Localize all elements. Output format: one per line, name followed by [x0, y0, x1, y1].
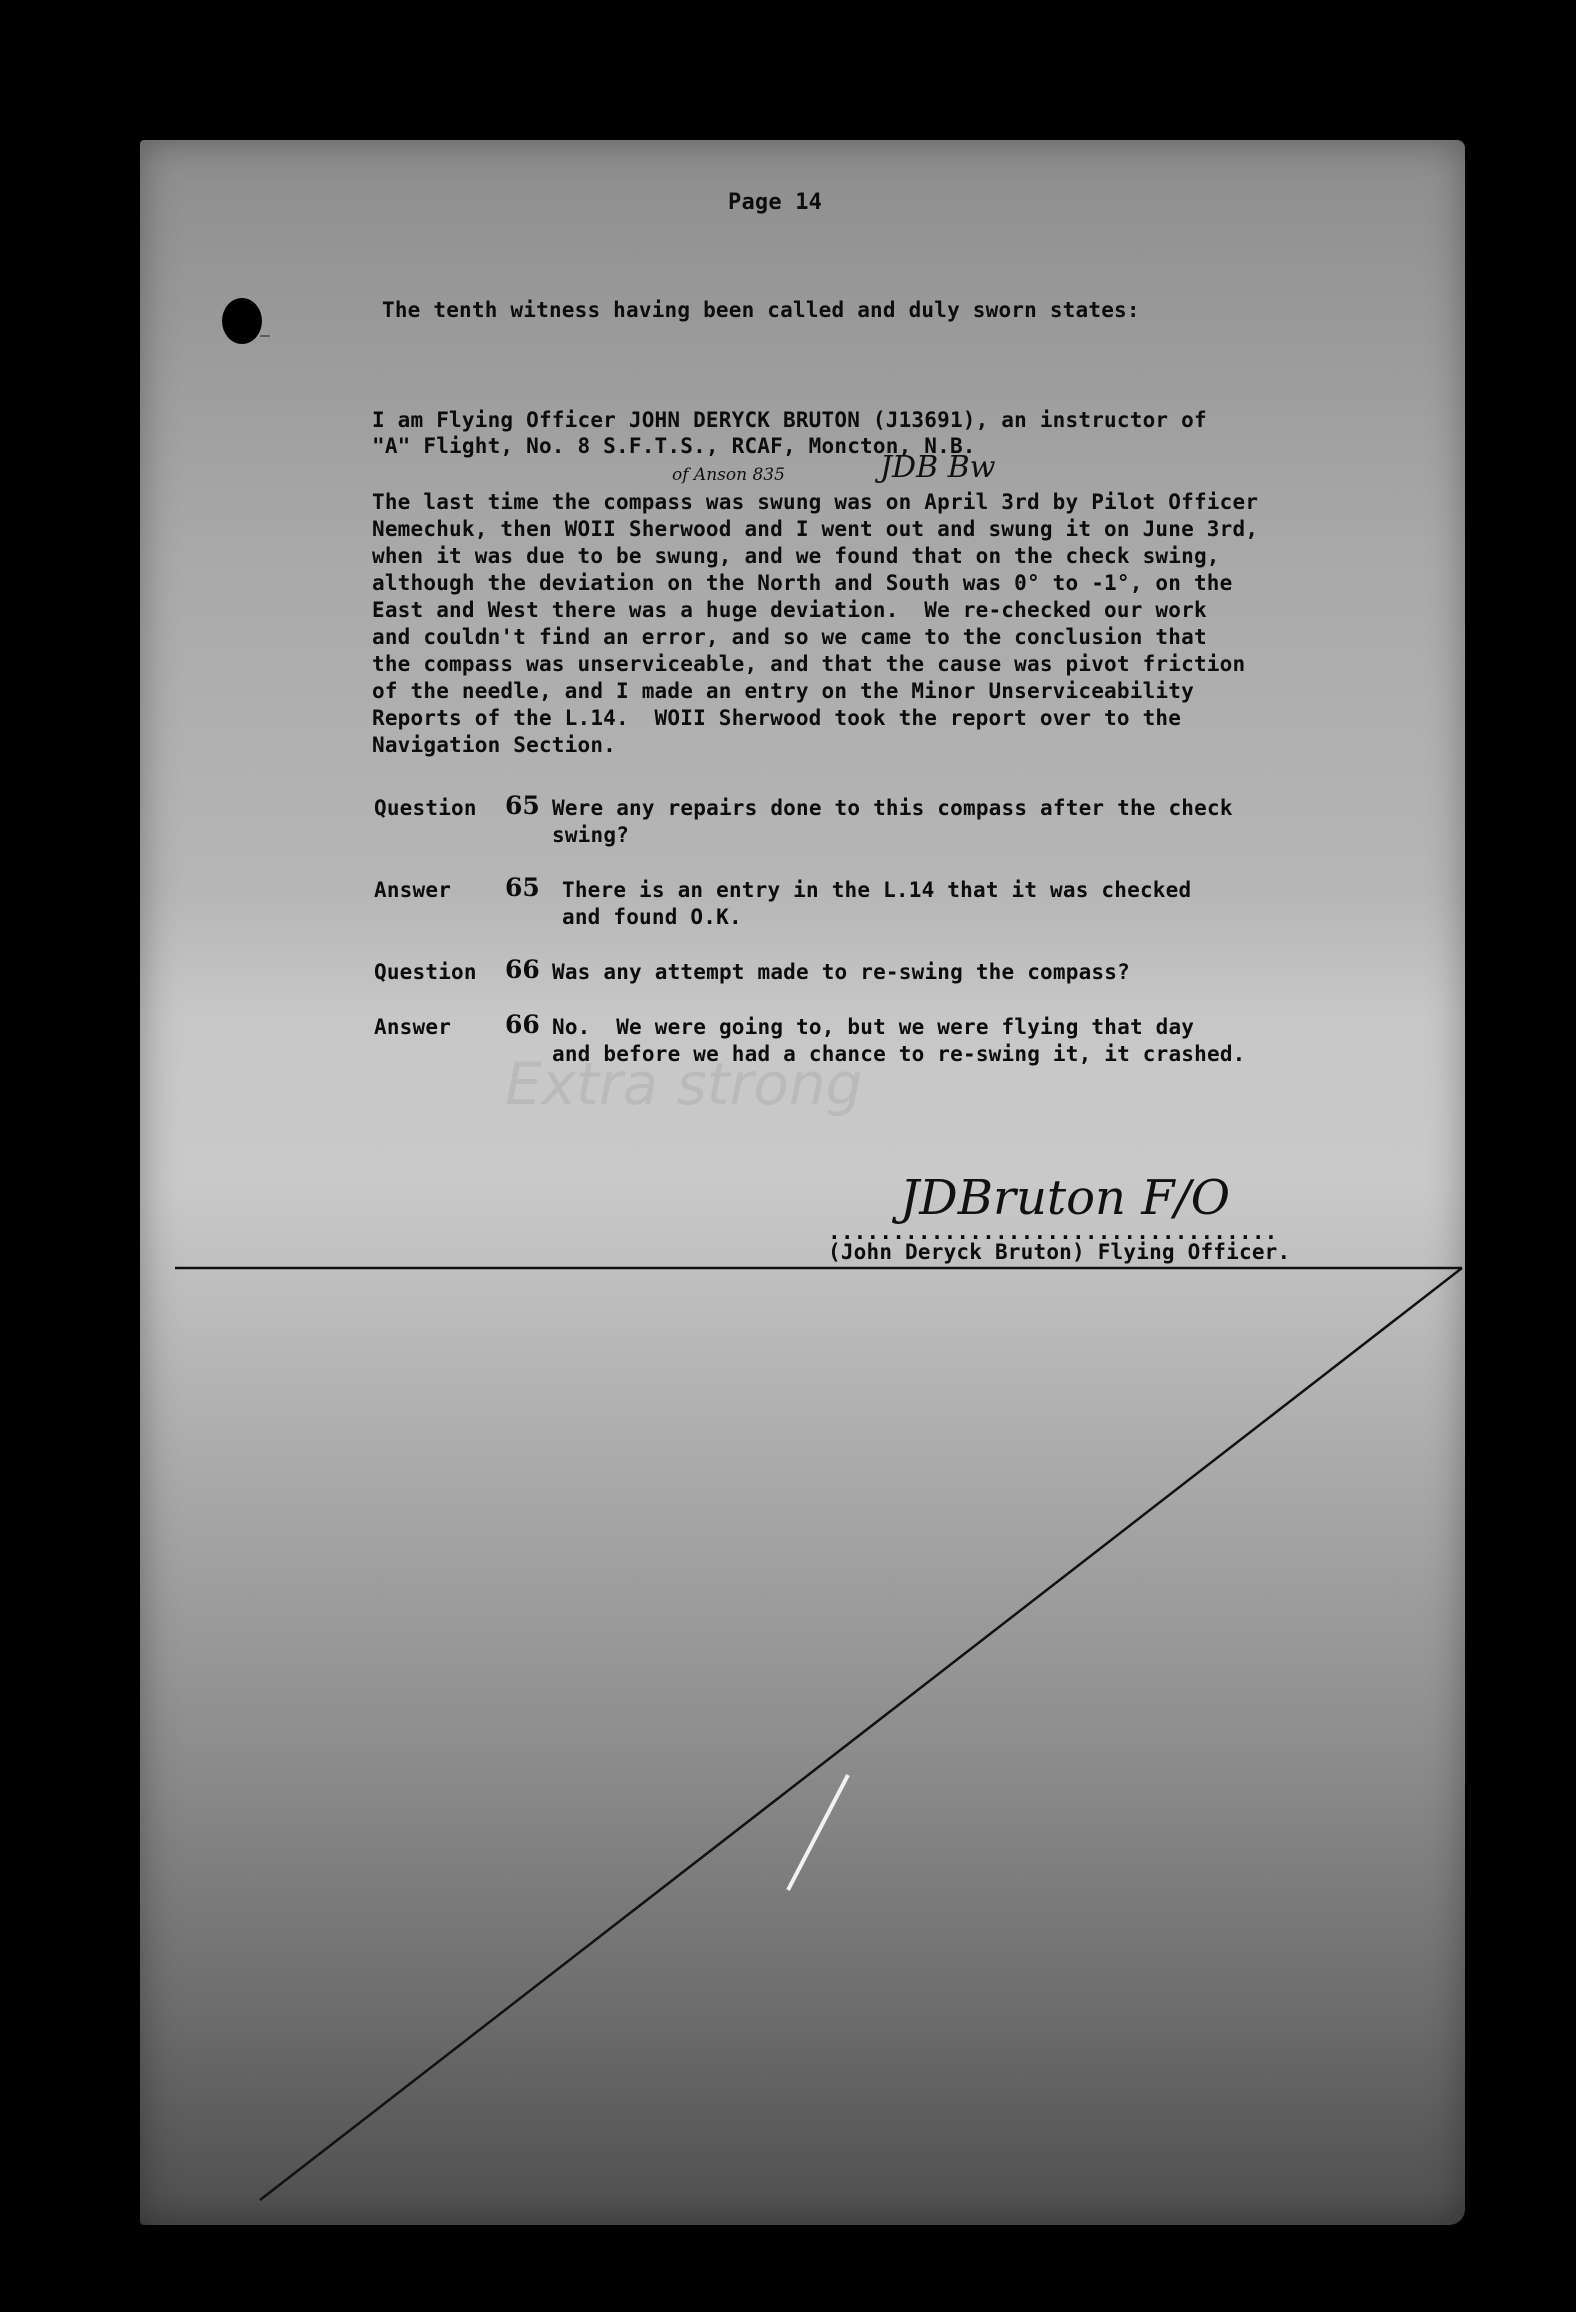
statement-line: I am Flying Officer JOHN DERYCK BRUTON (J13691), an instructor of	[372, 408, 1207, 432]
statement-line: Reports of the L.14. WOII Sherwood took the report over to the	[372, 706, 1182, 730]
page-number: Page 14	[728, 190, 823, 215]
statement-line: when it was due to be swung, and we found that on the check swing,	[372, 544, 1220, 568]
statement-line: East and West there was a huge deviation. We re-checked our work	[372, 598, 1207, 622]
signature-line: ...................................	[828, 1220, 1278, 1244]
handwritten-insert: of Anson 835	[672, 465, 785, 485]
statement-line: "A" Flight, No. 8 S.F.T.S., RCAF, Moncton, N.B.	[372, 434, 976, 458]
statement-line: and couldn't find an error, and so we came to the conclusion that	[372, 625, 1207, 649]
witness-intro: The tenth witness having been called and duly sworn states:	[382, 298, 1140, 322]
qa-label-question: Question	[374, 796, 477, 820]
scratch-mark	[788, 1775, 848, 1890]
signature-printed-name: (John Deryck Bruton) Flying Officer.	[828, 1240, 1291, 1264]
qa-number: 66	[505, 955, 540, 984]
statement-line: of the needle, and I made an entry on the Minor Unserviceability	[372, 679, 1194, 703]
qa-text: and before we had a chance to re-swing it, it crashed.	[552, 1042, 1246, 1066]
statement-line: Nemechuk, then WOII Sherwood and I went out and swung it on June 3rd,	[372, 517, 1259, 541]
bleed-through-text: Extra strong	[505, 1050, 863, 1118]
statement-line: the compass was unserviceable, and that the cause was pivot friction	[372, 652, 1246, 676]
statement-line: Navigation Section.	[372, 733, 617, 757]
qa-text: and found O.K.	[562, 905, 742, 929]
qa-number: 65	[505, 873, 540, 902]
qa-text: Were any repairs done to this compass after the check	[552, 796, 1233, 820]
statement-line: although the deviation on the North and South was 0° to -1°, on the	[372, 571, 1233, 595]
qa-text: There is an entry in the L.14 that it was checked	[562, 878, 1192, 902]
qa-text: No. We were going to, but we were flying that day	[552, 1015, 1195, 1039]
qa-text: swing?	[552, 823, 630, 847]
qa-text: Was any attempt made to re-swing the compass?	[552, 960, 1130, 984]
handwritten-signature: JDBruton F/O	[900, 1170, 1231, 1226]
qa-number: 65	[505, 791, 540, 820]
handwritten-initials: JDB Bw	[880, 450, 996, 485]
qa-label-answer: Answer	[374, 878, 452, 902]
diagonal-cancel-line	[260, 1268, 1462, 2200]
statement-line: The last time the compass was swung was on April 3rd by Pilot Officer	[372, 490, 1259, 514]
qa-number: 66	[505, 1010, 540, 1039]
qa-label-question: Question	[374, 960, 477, 984]
qa-label-answer: Answer	[374, 1015, 452, 1039]
